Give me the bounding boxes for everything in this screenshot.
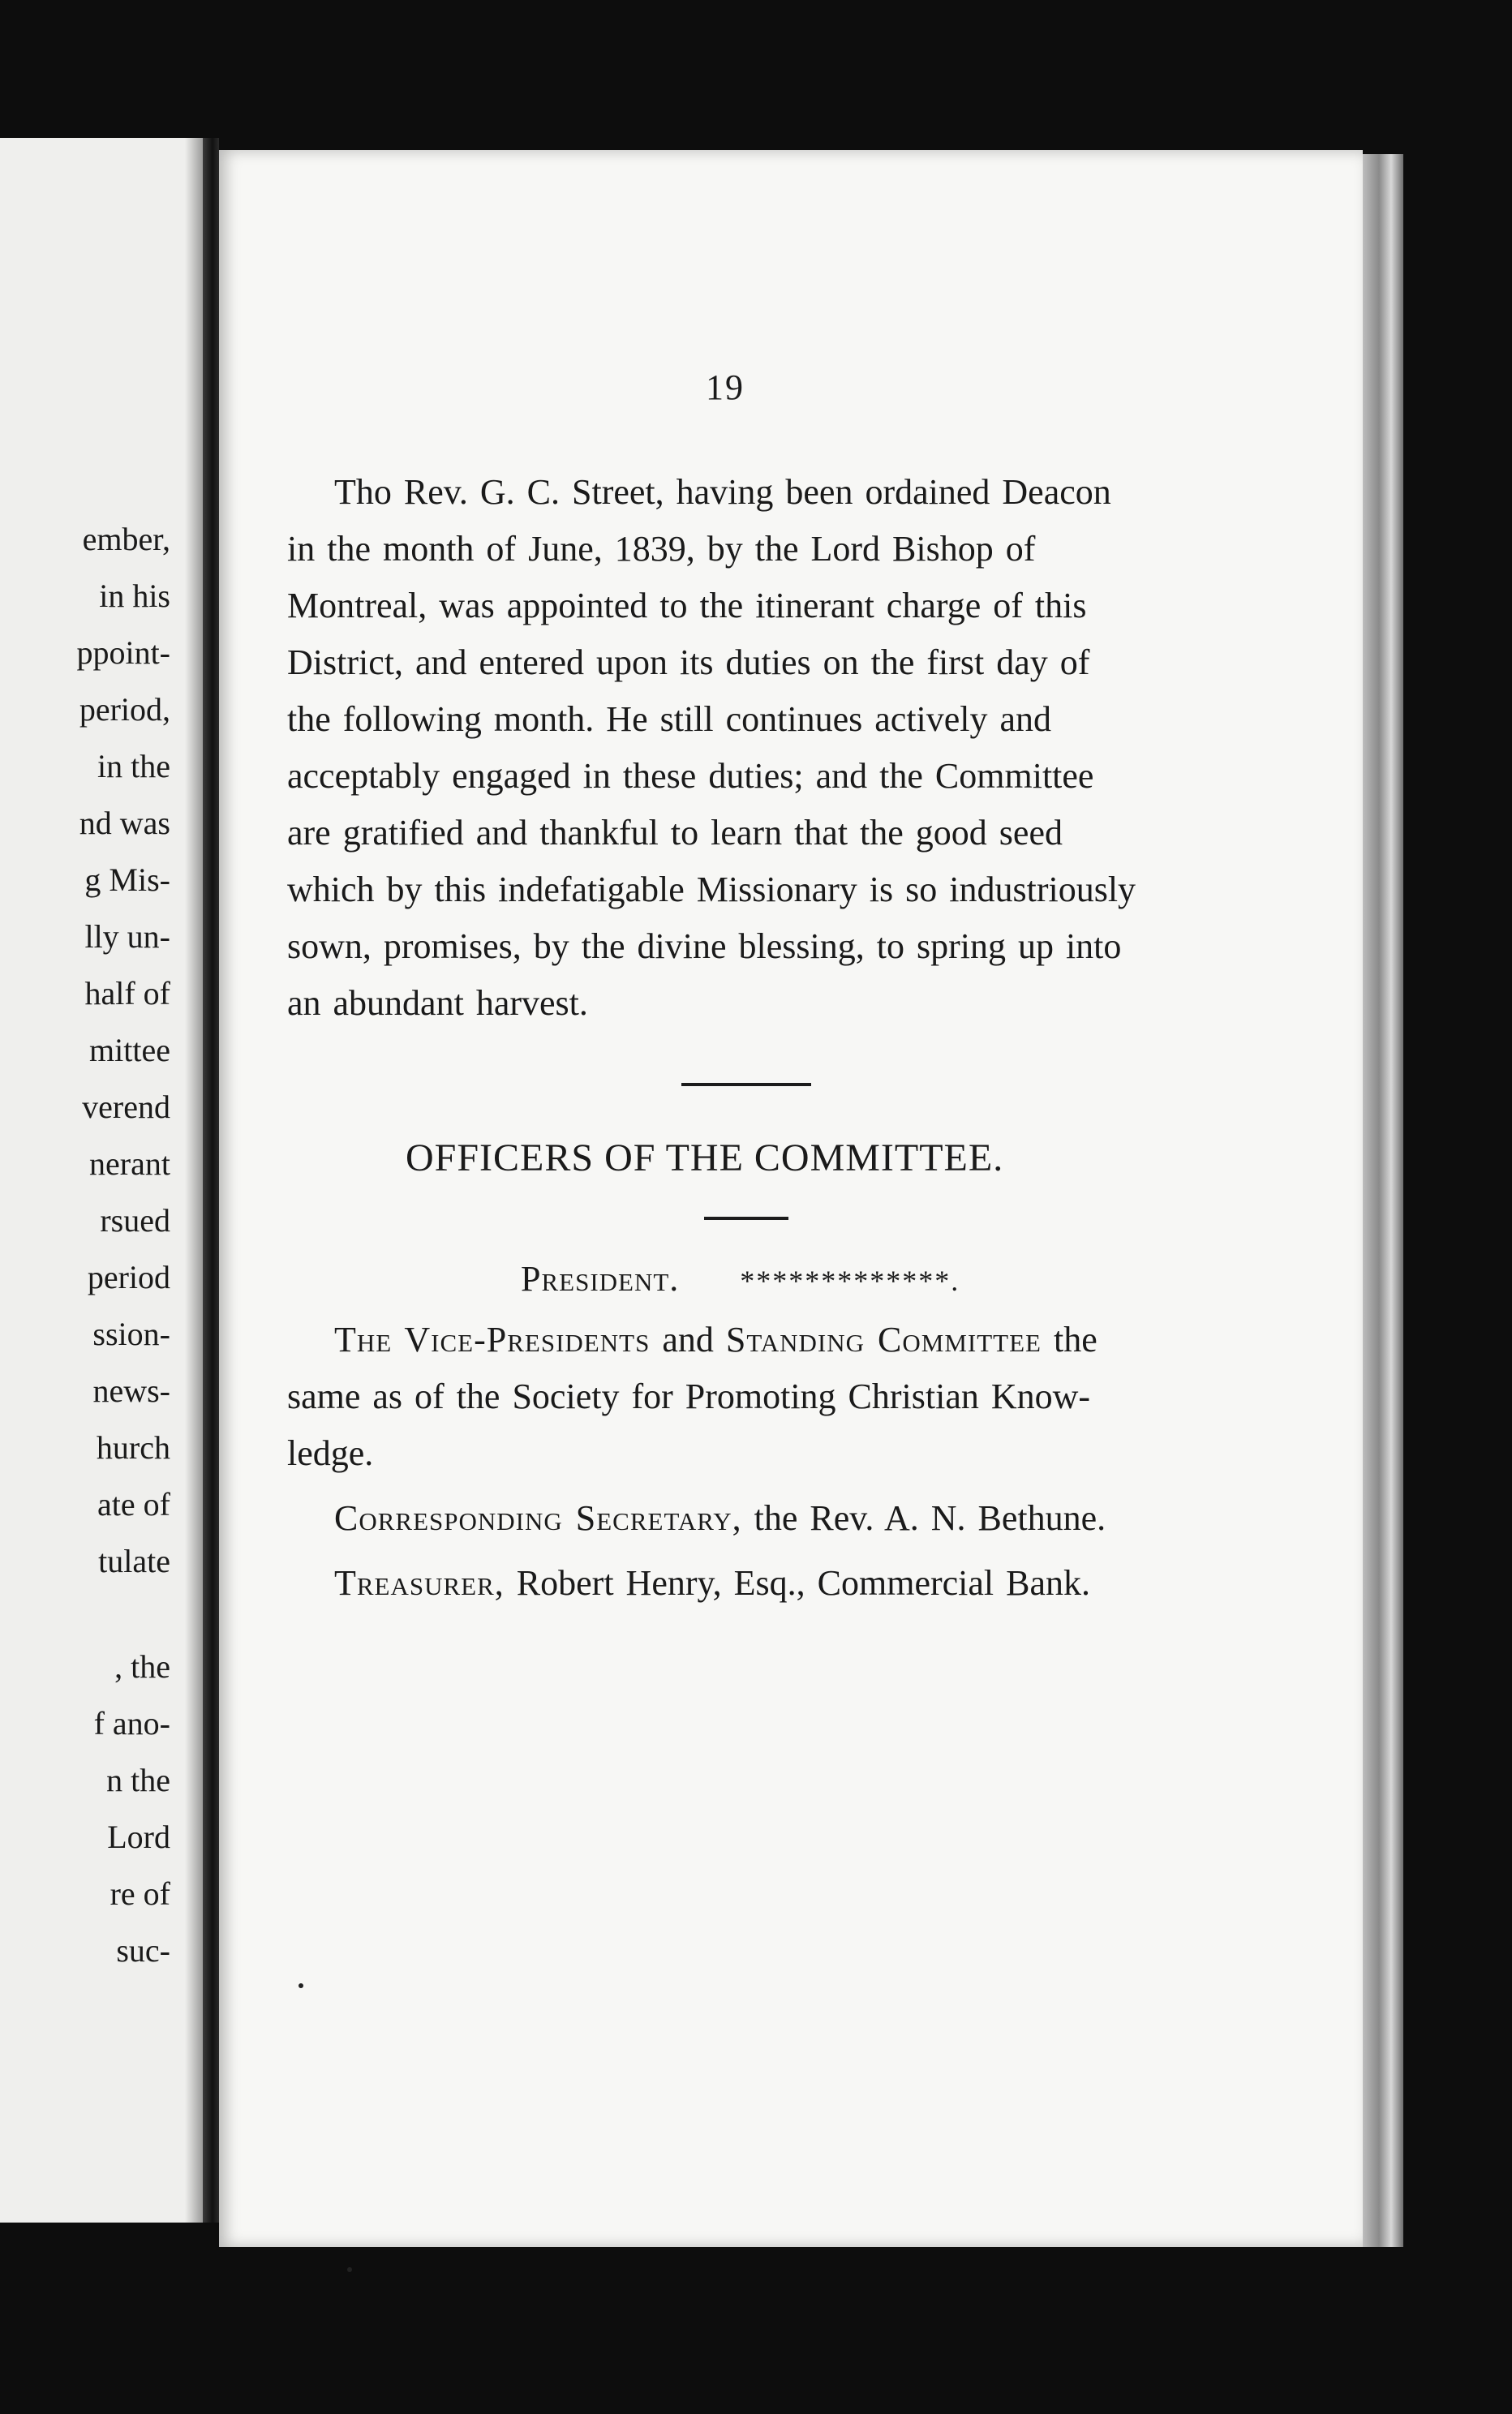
left-line: g Mis-: [84, 861, 170, 898]
president-value: *************.: [740, 1265, 960, 1297]
left-line: verend: [82, 1089, 170, 1125]
book-spine: [203, 138, 219, 2223]
treasurer-line: [334, 1563, 1091, 1603]
left-line: in his: [99, 578, 170, 614]
left-line: tulate: [98, 1543, 170, 1579]
president-label: President.: [521, 1259, 680, 1299]
paragraph-line: in the month of June, 1839, by the Lord Bishop of: [287, 529, 1036, 569]
left-line: , the: [114, 1648, 170, 1685]
paragraph-line: District, and entered upon its duties on the first day of: [287, 642, 1090, 682]
paragraph-line: the following month. He still continues actively and: [287, 699, 1052, 739]
left-line: mittee: [89, 1032, 170, 1068]
left-line: ppoint-: [76, 634, 170, 671]
gutter-shadow: [185, 138, 203, 2223]
treasurer-label: Treasurer,: [334, 1563, 505, 1603]
left-line: hurch: [96, 1429, 170, 1466]
left-line: lly un-: [84, 918, 170, 955]
left-line: period: [87, 1259, 170, 1295]
vice-presidents-label: The Vice-Presidents: [334, 1320, 651, 1359]
section-divider-bottom: [704, 1217, 788, 1220]
vice-presidents-line-3: ledge.: [287, 1433, 374, 1473]
speck-mark: [299, 1983, 303, 1988]
right-page: [219, 150, 1363, 2247]
left-line: re of: [110, 1875, 170, 1912]
left-line: ember,: [82, 521, 170, 557]
vice-presidents-line: [334, 1322, 1097, 1358]
secretary-value: the Rev. A. N. Bethune.: [754, 1498, 1106, 1538]
president-line: [521, 1261, 960, 1297]
left-line: suc-: [116, 1932, 170, 1969]
left-line: f ano-: [93, 1705, 170, 1742]
section-divider-top: [681, 1083, 811, 1086]
page-edge: [1363, 154, 1403, 2247]
secretary-line: [334, 1498, 1106, 1538]
left-page-fragment: [0, 138, 203, 2223]
paragraph-line: sown, promises, by the divine blessing, to spring up into: [287, 926, 1122, 966]
vice-presidents-and: and: [662, 1320, 714, 1359]
paragraph-line: acceptably engaged in these duties; and the Committee: [287, 756, 1094, 796]
paragraph-line: an abundant harvest.: [287, 983, 588, 1023]
vice-presidents-line-2: same as of the Society for Promoting Christian Know-: [287, 1377, 1091, 1416]
left-line: news-: [92, 1372, 170, 1409]
section-heading: OFFICERS OF THE COMMITTEE.: [406, 1136, 1004, 1179]
left-line: ate of: [97, 1486, 170, 1523]
left-line: Lord: [107, 1819, 170, 1855]
paragraph-line: Montreal, was appointed to the itinerant charge of this: [287, 586, 1087, 625]
left-line: ssion-: [92, 1316, 170, 1352]
standing-committee-label: Standing Committee: [725, 1320, 1042, 1359]
left-line: nd was: [79, 805, 170, 841]
speck-mark: [347, 2267, 352, 2272]
paragraph-line: which by this indefatigable Missionary is so industriously: [287, 870, 1136, 909]
page-number: 19: [706, 367, 745, 407]
vice-presidents-text: the: [1053, 1320, 1097, 1359]
left-line: in the: [97, 748, 170, 784]
paragraph-line: Tho Rev. G. C. Street, having been ordained Deacon: [334, 472, 1111, 512]
left-line: half of: [84, 975, 170, 1012]
left-line: nerant: [89, 1145, 170, 1182]
secretary-label: Corresponding Secretary,: [334, 1498, 742, 1538]
left-line: n the: [106, 1762, 170, 1798]
paragraph-line: are gratified and thankful to learn that the good seed: [287, 813, 1063, 853]
treasurer-value: Robert Henry, Esq., Commercial Bank.: [516, 1563, 1091, 1603]
left-line: period,: [79, 691, 170, 728]
left-line: rsued: [100, 1202, 170, 1239]
